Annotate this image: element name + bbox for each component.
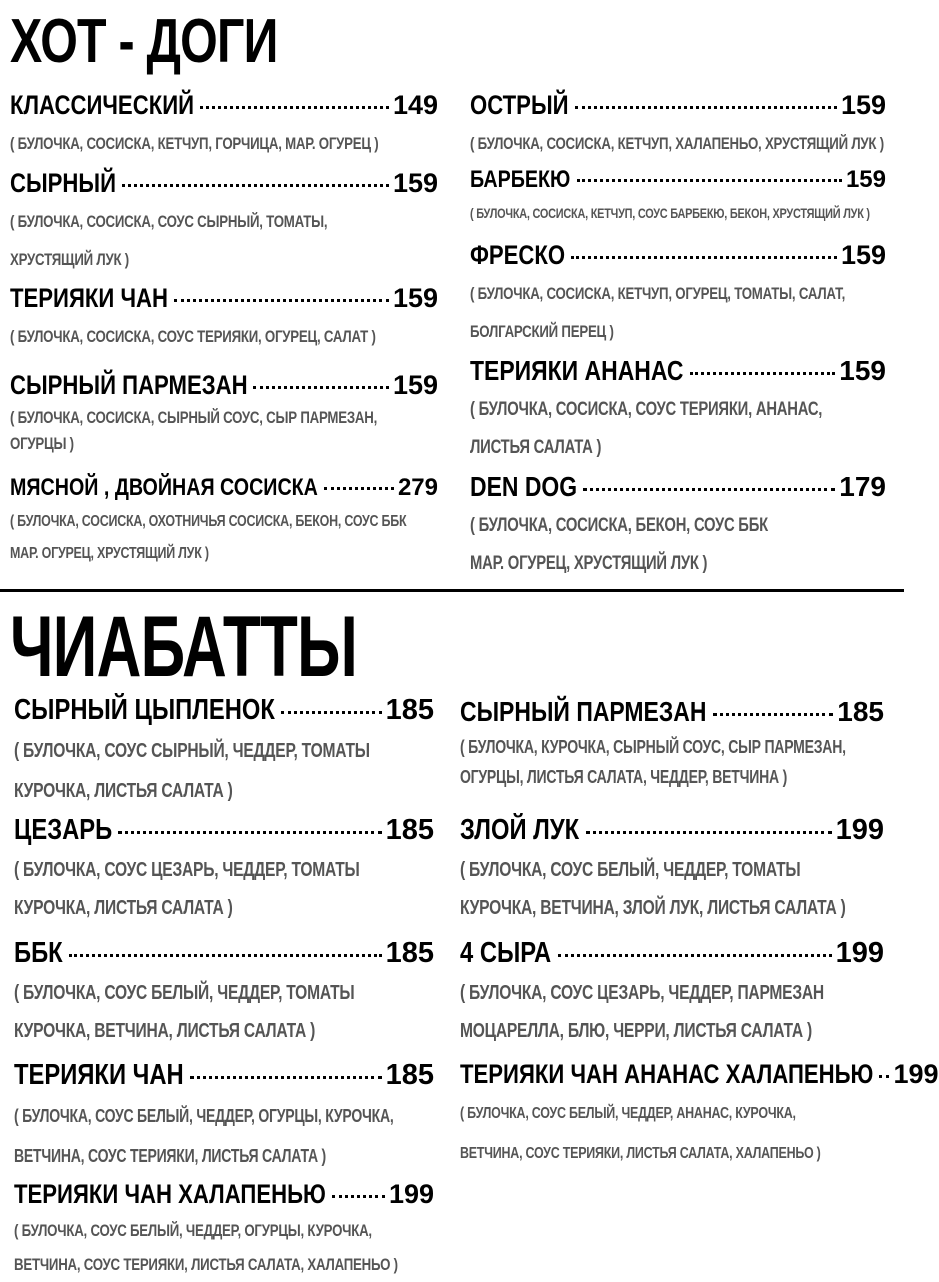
menu-item-name: ТЕРИЯКИ ЧАН ХАЛАПЕНЬЮ bbox=[14, 1179, 326, 1209]
menu-item-ingredients bbox=[10, 125, 438, 163]
ingredients-line: КУРОЧКА, ЛИСТЬЯ САЛАТА ) bbox=[14, 780, 233, 802]
ingredients-line: ВЕТЧИНА, СОУС ТЕРИЯКИ, ЛИСТЬЯ САЛАТА ) bbox=[14, 1146, 326, 1166]
ingredients-line: ВЕТЧИНА, СОУС ТЕРИЯКИ, ЛИСТЬЯ САЛАТА, ХАЛАПЕНЬО ) bbox=[14, 1255, 398, 1274]
menu-item-name: СЫРНЫЙ ПАРМЕЗАН bbox=[10, 370, 248, 400]
menu-item-ingredients bbox=[460, 974, 884, 1050]
menu-item-header bbox=[470, 471, 886, 503]
menu-item-header bbox=[10, 474, 438, 502]
menu-item-name: DEN DOG bbox=[470, 471, 578, 502]
menu-item-ingredients bbox=[470, 275, 886, 351]
ingredients-line: ( БУЛОЧКА, СОСИСКА, КЕТЧУП, ОГУРЕЦ, ТОМАТЫ, САЛАТ, bbox=[470, 284, 846, 303]
menu-item-name: ТЕРИЯКИ ЧАН bbox=[14, 1059, 184, 1091]
menu-item bbox=[460, 696, 884, 792]
menu-item-header bbox=[470, 166, 886, 194]
menu-item-ingredients bbox=[10, 203, 438, 279]
menu-item-ingredients bbox=[10, 318, 438, 356]
menu-item-name: ОСТРЫЙ bbox=[470, 90, 569, 120]
menu-item-header bbox=[14, 1059, 434, 1092]
dot-leader bbox=[281, 711, 381, 714]
ingredients-line: КУРОЧКА, ЛИСТЬЯ САЛАТА ) bbox=[14, 897, 233, 919]
ingredients-line: ( БУЛОЧКА, КУРОЧКА, СЫРНЫЙ СОУС, СЫР ПАРМЕЗАН, bbox=[460, 737, 846, 757]
menu-item bbox=[470, 240, 886, 351]
menu-item-header bbox=[14, 814, 434, 847]
menu-item-price: 159 bbox=[840, 90, 886, 120]
menu-item-header bbox=[460, 814, 884, 847]
menu-item-ingredients bbox=[10, 506, 438, 570]
dot-leader bbox=[879, 1075, 889, 1078]
menu-item-price: 199 bbox=[893, 1059, 939, 1089]
menu-item-price: 185 bbox=[385, 1059, 434, 1091]
dot-leader bbox=[118, 831, 382, 834]
menu-item bbox=[14, 814, 434, 927]
menu-item bbox=[10, 474, 438, 570]
dot-leader bbox=[558, 954, 832, 957]
dot-leader bbox=[577, 179, 842, 182]
menu-item-name: ФРЕСКО bbox=[470, 240, 566, 270]
menu-item-ingredients bbox=[470, 198, 886, 228]
ingredients-line: ЛИСТЬЯ САЛАТА ) bbox=[470, 437, 602, 458]
menu-item bbox=[14, 1059, 434, 1176]
menu-item-ingredients bbox=[14, 974, 434, 1050]
menu-item-header bbox=[460, 696, 884, 728]
ingredients-line: ( БУЛОЧКА, СОСИСКА, ОХОТНИЧЬЯ СОСИСКА, БЕКОН, СОУС ББК bbox=[10, 513, 407, 530]
menu-item-ingredients bbox=[460, 1094, 884, 1174]
ingredients-line: ( БУЛОЧКА, СОУС БЕЛЫЙ, ЧЕДДЕР, ТОМАТЫ bbox=[460, 859, 801, 881]
menu-item-header bbox=[470, 355, 886, 387]
ingredients-line: ( БУЛОЧКА, СОСИСКА, БЕКОН, СОУС ББК bbox=[470, 515, 768, 536]
menu-item-price: 185 bbox=[385, 937, 434, 969]
menu-item bbox=[10, 370, 438, 457]
menu-item-ingredients bbox=[470, 391, 886, 467]
dot-leader bbox=[571, 256, 837, 259]
ingredients-line: ( БУЛОЧКА, СОСИСКА, СЫРНЫЙ СОУС, СЫР ПАРМЕЗАН, bbox=[10, 408, 378, 427]
menu-item-ingredients bbox=[10, 405, 438, 457]
ingredients-line: ( БУЛОЧКА, СОСИСКА, СОУС ТЕРИЯКИ, ОГУРЕЦ, САЛАТ ) bbox=[10, 327, 376, 346]
menu-item-header bbox=[14, 694, 434, 727]
menu-item-header bbox=[10, 168, 438, 199]
menu-item-header bbox=[460, 1059, 939, 1090]
menu-item-price: 159 bbox=[845, 166, 886, 193]
dot-leader bbox=[200, 106, 388, 109]
dot-leader bbox=[69, 954, 382, 957]
menu-item-header bbox=[470, 240, 886, 271]
menu-item-name: 4 СЫРА bbox=[460, 937, 552, 969]
menu-item-ingredients bbox=[14, 731, 434, 811]
dot-leader bbox=[586, 831, 832, 834]
menu-item-name: ББК bbox=[14, 937, 63, 969]
ingredients-line: МАР. ОГУРЕЦ, ХРУСТЯЩИЙ ЛУК ) bbox=[470, 553, 708, 574]
dot-leader bbox=[324, 487, 394, 490]
menu-item bbox=[470, 471, 886, 583]
menu-item bbox=[14, 937, 434, 1050]
menu-item-header bbox=[470, 90, 886, 121]
menu-item-price: 159 bbox=[840, 240, 886, 270]
ingredients-line: ( БУЛОЧКА, СОУС БЕЛЫЙ, ЧЕДДЕР, АНАНАС, КУРОЧКА, bbox=[460, 1105, 796, 1122]
ingredients-line: ( БУЛОЧКА, СОСИСКА, КЕТЧУП, ХАЛАПЕНЬО, ХРУСТЯЩИЙ ЛУК ) bbox=[470, 134, 884, 153]
ingredients-line: ОГУРЦЫ ) bbox=[10, 434, 74, 453]
section-divider bbox=[0, 589, 904, 592]
menu-item bbox=[470, 355, 886, 467]
menu-item-name: ЦЕЗАРЬ bbox=[14, 814, 113, 846]
menu-item bbox=[460, 937, 884, 1050]
dot-leader bbox=[122, 184, 389, 187]
ingredients-line: ( БУЛОЧКА, СОУС БЕЛЫЙ, ЧЕДДЕР, ОГУРЦЫ, КУРОЧКА, bbox=[14, 1221, 372, 1240]
dot-leader bbox=[332, 1195, 385, 1198]
menu-item bbox=[470, 166, 886, 228]
menu-item-header bbox=[10, 370, 438, 401]
menu-item-ingredients bbox=[470, 507, 886, 583]
ingredients-line: ( БУЛОЧКА, СОУС ЦЕЗАРЬ, ЧЕДДЕР, ПАРМЕЗАН bbox=[460, 982, 824, 1004]
menu-item-name: СЫРНЫЙ ПАРМЕЗАН bbox=[460, 696, 707, 727]
menu-item-name: ТЕРИЯКИ ЧАН АНАНАС ХАЛАПЕНЬЮ bbox=[460, 1059, 874, 1089]
menu-item-name: ТЕРИЯКИ ЧАН bbox=[10, 283, 169, 313]
ingredients-line: ( БУЛОЧКА, СОУС ЦЕЗАРЬ, ЧЕДДЕР, ТОМАТЫ bbox=[14, 859, 360, 881]
menu-item-header bbox=[14, 1179, 434, 1210]
menu-item-price: 279 bbox=[397, 474, 438, 501]
menu-item bbox=[460, 1059, 939, 1174]
ingredients-line: ( БУЛОЧКА, СОУС БЕЛЫЙ, ЧЕДДЕР, ТОМАТЫ bbox=[14, 982, 355, 1004]
dot-leader bbox=[190, 1076, 382, 1079]
menu-item-price: 159 bbox=[392, 283, 438, 313]
menu-item-price: 149 bbox=[392, 90, 438, 120]
menu-item-header bbox=[10, 283, 438, 314]
menu-item bbox=[460, 814, 884, 927]
ingredients-line: ( БУЛОЧКА, СОУС БЕЛЫЙ, ЧЕДДЕР, ОГУРЦЫ, КУРОЧКА, bbox=[14, 1106, 394, 1126]
menu-item-ingredients bbox=[470, 125, 886, 163]
dot-leader bbox=[713, 713, 833, 716]
menu-item-price: 179 bbox=[839, 471, 886, 502]
menu-item-name: КЛАССИЧЕСКИЙ bbox=[10, 90, 195, 120]
section-title-hotdogs: ХОТ - ДОГИ bbox=[10, 7, 278, 76]
ingredients-line: ( БУЛОЧКА, СОСИСКА, СОУС СЫРНЫЙ, ТОМАТЫ, bbox=[10, 212, 328, 231]
menu-item-header bbox=[14, 937, 434, 970]
menu-item bbox=[14, 694, 434, 811]
menu-item-header bbox=[460, 937, 884, 970]
menu-item-price: 199 bbox=[388, 1179, 434, 1209]
menu-item-header bbox=[10, 90, 438, 121]
ingredients-line: ( БУЛОЧКА, СОСИСКА, КЕТЧУП, ГОРЧИЦА, МАР. ОГУРЕЦ ) bbox=[10, 134, 379, 153]
dot-leader bbox=[174, 299, 389, 302]
ingredients-line: КУРОЧКА, ВЕТЧИНА, ЛИСТЬЯ САЛАТА ) bbox=[14, 1020, 316, 1042]
menu-item-price: 199 bbox=[835, 814, 884, 846]
menu-item-name: ТЕРИЯКИ АНАНАС bbox=[470, 355, 684, 386]
menu-item-ingredients bbox=[14, 1214, 434, 1282]
menu-item bbox=[10, 283, 438, 356]
menu-item-ingredients bbox=[460, 732, 884, 792]
menu-item bbox=[10, 90, 438, 163]
menu-item-name: СЫРНЫЙ bbox=[10, 168, 117, 198]
ingredients-line: КУРОЧКА, ВЕТЧИНА, ЗЛОЙ ЛУК, ЛИСТЬЯ САЛАТА ) bbox=[460, 897, 846, 919]
ingredients-line: ВЕТЧИНА, СОУС ТЕРИЯКИ, ЛИСТЬЯ САЛАТА, ХАЛАПЕНЬО ) bbox=[460, 1145, 821, 1162]
ingredients-line: БОЛГАРСКИЙ ПЕРЕЦ ) bbox=[470, 322, 614, 341]
ingredients-line: МАР. ОГУРЕЦ, ХРУСТЯЩИЙ ЛУК ) bbox=[10, 545, 209, 562]
ingredients-line: ( БУЛОЧКА, СОСИСКА, КЕТЧУП, СОУС БАРБЕКЮ, БЕКОН, ХРУСТЯЩИЙ ЛУК ) bbox=[470, 205, 870, 221]
menu-item-name: МЯСНОЙ , ДВОЙНАЯ СОСИСКА bbox=[10, 474, 318, 501]
menu-item-price: 185 bbox=[385, 814, 434, 846]
menu-item-name: БАРБЕКЮ bbox=[470, 166, 571, 193]
menu-item-price: 159 bbox=[392, 370, 438, 400]
menu-item bbox=[10, 168, 438, 279]
menu-item-ingredients bbox=[460, 851, 884, 927]
dot-leader bbox=[583, 488, 835, 491]
dot-leader bbox=[575, 106, 837, 109]
menu-item bbox=[14, 1179, 434, 1282]
ingredients-line: ( БУЛОЧКА, СОСИСКА, СОУС ТЕРИЯКИ, АНАНАС, bbox=[470, 399, 823, 420]
menu-item-price: 199 bbox=[835, 937, 884, 969]
menu-item-price: 159 bbox=[392, 168, 438, 198]
ingredients-line: ( БУЛОЧКА, СОУС СЫРНЫЙ, ЧЕДДЕР, ТОМАТЫ bbox=[14, 740, 370, 762]
ingredients-line: ХРУСТЯЩИЙ ЛУК ) bbox=[10, 250, 129, 269]
menu-item-price: 185 bbox=[837, 696, 884, 727]
ingredients-line: ОГУРЦЫ, ЛИСТЬЯ САЛАТА, ЧЕДДЕР, ВЕТЧИНА ) bbox=[460, 767, 788, 787]
menu-item-price: 185 bbox=[385, 694, 434, 726]
menu-item-name: ЗЛОЙ ЛУК bbox=[460, 814, 580, 846]
menu-item-ingredients bbox=[14, 851, 434, 927]
menu-item-price: 159 bbox=[839, 355, 886, 386]
menu-item-ingredients bbox=[14, 1096, 434, 1176]
menu-item-name: СЫРНЫЙ ЦЫПЛЕНОК bbox=[14, 694, 275, 726]
dot-leader bbox=[253, 386, 389, 389]
dot-leader bbox=[690, 372, 835, 375]
menu-item bbox=[470, 90, 886, 163]
section-title-ciabatta: ЧИАБАТТЫ bbox=[10, 599, 358, 695]
ingredients-line: МОЦАРЕЛЛА, БЛЮ, ЧЕРРИ, ЛИСТЬЯ САЛАТА ) bbox=[460, 1020, 812, 1042]
